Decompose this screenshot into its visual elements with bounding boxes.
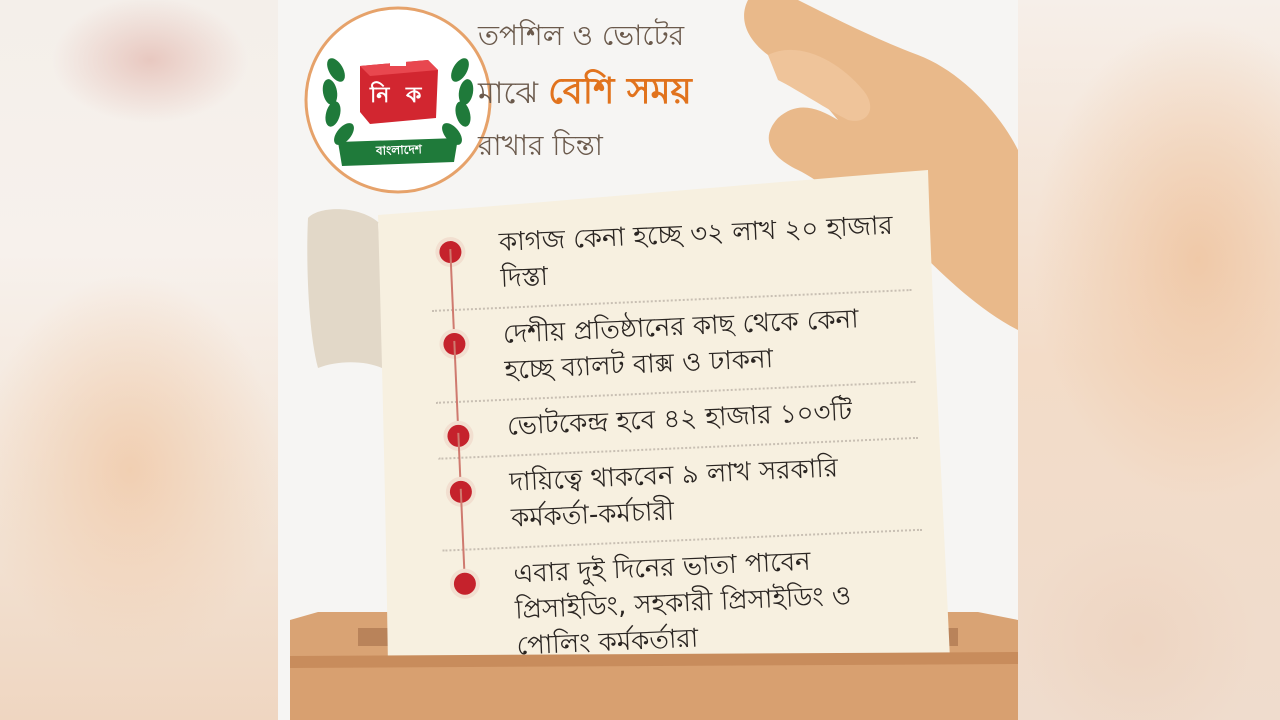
fact-list [428, 199, 928, 678]
headline-line-2 [478, 64, 692, 124]
fact-item [442, 531, 927, 678]
logo-box-letter-2: ক [406, 83, 422, 108]
infographic-card [278, 0, 1018, 720]
fact-text: দায়িত্বে থাকবেন ৯ লাখ সরকারি কর্মকর্তা-কর্মচারী [508, 453, 839, 534]
blurred-background-right [1018, 0, 1280, 720]
bullet-dot-icon [453, 572, 476, 595]
logo-ballot-slip [390, 54, 406, 66]
headline-line-3: রাখার চিন্তা [478, 129, 603, 162]
headline-highlight: বেশি সময় [548, 71, 692, 112]
logo-ribbon-text: বাংলাদেশ [375, 142, 423, 158]
blurred-background-left [0, 0, 278, 720]
paper-curl [307, 209, 386, 370]
fact-text: কাগজ কেনা হচ্ছে ৩২ লাখ ২০ হাজার দিস্তা [498, 210, 894, 294]
fact-text: দেশীয় প্রতিষ্ঠানের কাছ থেকে কেনা হচ্ছে ব্যালট বাক্স ও ঢাকনা [502, 304, 860, 386]
headline-line-2-plain: মাঝে [478, 76, 539, 111]
fact-text: এবার দুই দিনের ভাতা পাবেন প্রিসাইডিং, সহকারী প্রিসাইডিং ও পোলিং কর্মকর্তারা [512, 546, 852, 662]
ballot-box-front [290, 660, 1018, 720]
fact-text: ভোটকেন্দ্র হবে ৪২ হাজার ১০৩টি [506, 396, 853, 442]
logo-box-letter-1: নি [370, 83, 390, 108]
headline-line-1: তপশিল ও ভোটের [478, 19, 685, 52]
